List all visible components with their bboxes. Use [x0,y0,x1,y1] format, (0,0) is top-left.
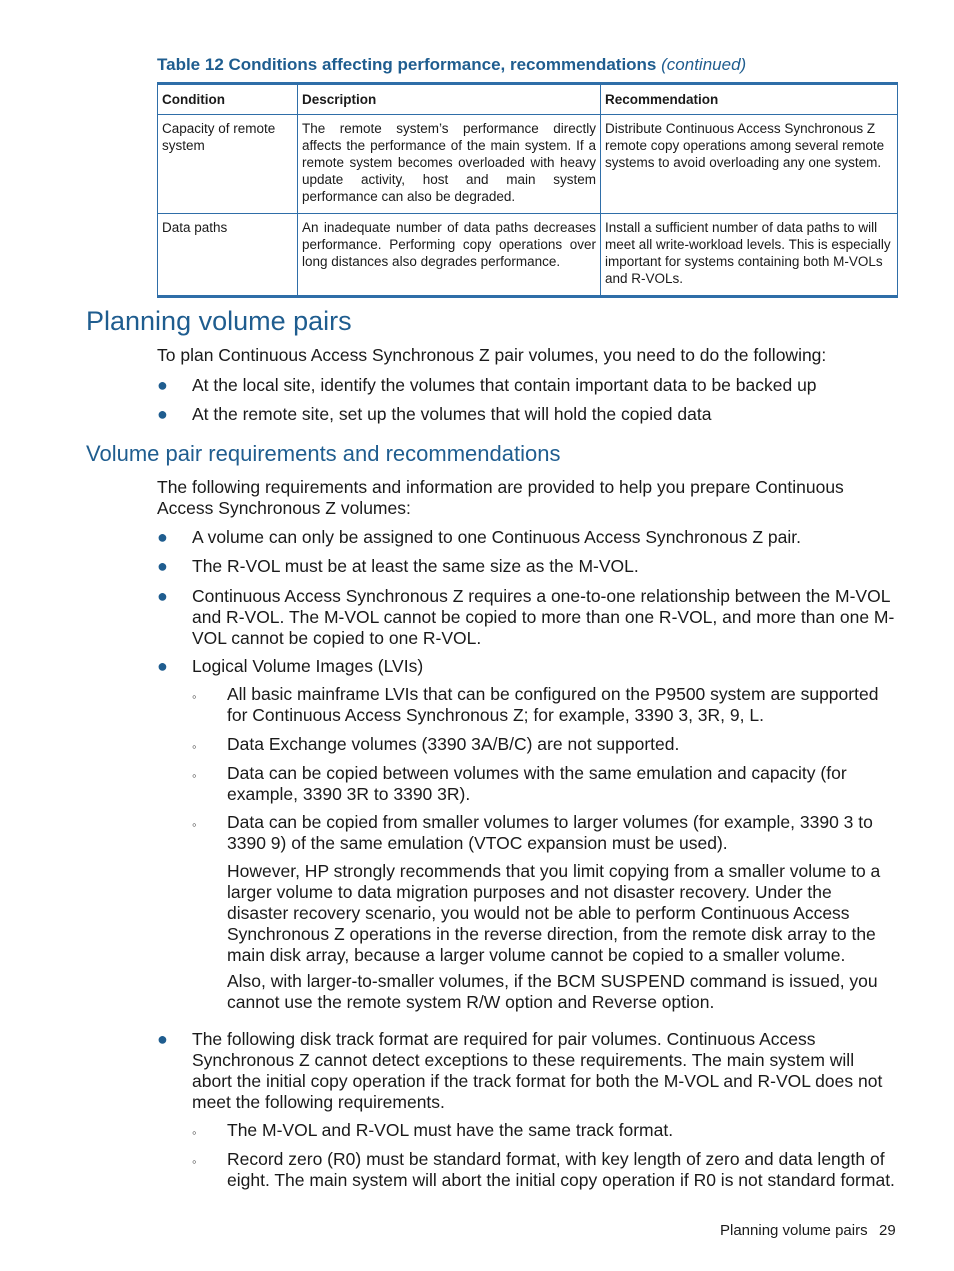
lvi-item: Data can be copied between volumes with the same emulation and capacity (for example, 3390 3R to 3390 3R). [227,763,847,804]
table-caption-text: Table 12 Conditions affecting performance, recommendations [157,55,657,74]
section-heading-planning: Planning volume pairs [86,306,352,336]
bullet-icon: ● [157,375,168,395]
requirements-intro: The following requirements and information are provided to help you prepare Continuous Access Synchronous Z volumes: [157,477,844,518]
cell-recommendation: Distribute Continuous Access Synchronous Z remote copy operations among several remote systems to avoid overloading any one system. [601,115,898,214]
requirement-bullet: Continuous Access Synchronous Z requires a one-to-one relationship between the M-VOL and R-VOL. The M-VOL cannot be copied to more than one R-VOL, and more than one M-VOL cannot be copied to one R-VOL. [192,586,895,648]
table-caption [157,55,746,75]
cell-recommendation: Install a sufficient number of data paths to will meet all write-workload levels. This is especially important for systems containing both M-VOLs and R-VOLs. [601,214,898,297]
table-row [158,115,898,214]
lvi-item: All basic mainframe LVIs that can be configured on the P9500 system are supported for Continuous Access Synchronous Z; for example, 3390 3, 3R, 9, L. [227,684,879,725]
header-condition: Condition [158,84,298,115]
section-heading-requirements: Volume pair requirements and recommendations [86,441,561,466]
cell-condition: Data paths [158,214,298,297]
bullet-icon: ● [157,527,168,547]
lvi-item: Data Exchange volumes (3390 3A/B/C) are not supported. [227,734,680,754]
sub-bullet-icon: ◦ [192,1154,197,1169]
lvi-note: However, HP strongly recommends that you limit copying from a smaller volume to a larger volume to data migration purposes and not disaster recovery. Under the disaster recovery scenario, you would not be able to perform Continuous Access Synchronous Z operations in the reverse direction, from the remote disk array to the main disk array, because a larger volume cannot be copied to a smaller volume. [227,861,881,965]
lvi-item: Data can be copied from smaller volumes to larger volumes (for example, 3390 3 to 3390 9) of the same emulation (VTOC expansion must be used). [227,812,873,853]
planning-bullet: At the remote site, set up the volumes that will hold the copied data [192,404,712,424]
header-description: Description [298,84,601,115]
bullet-icon: ● [157,1029,168,1049]
cell-condition: Capacity of remote system [158,115,298,214]
sub-bullet-icon: ◦ [192,1125,197,1140]
table-caption-continued: (continued) [661,55,747,74]
sub-bullet-icon: ◦ [192,768,197,783]
performance-table [157,82,898,298]
requirement-bullet: The R-VOL must be at least the same size as the M-VOL. [192,556,639,576]
bullet-icon: ● [157,586,168,606]
footer-section-title: Planning volume pairs [720,1222,868,1239]
track-item: The M-VOL and R-VOL must have the same track format. [227,1120,674,1140]
header-recommendation: Recommendation [601,84,898,115]
planning-intro: To plan Continuous Access Synchronous Z pair volumes, you need to do the following: [157,345,827,365]
bullet-icon: ● [157,404,168,424]
track-item: Record zero (R0) must be standard format, with key length of zero and data length of eight. The main system will abort the initial copy operation if R0 is not standard format. [227,1149,895,1190]
cell-description: The remote system’s performance directly affects the performance of the main system. If a remote system becomes overloaded with heavy update activity, host and main system performance can also be degraded. [298,115,601,214]
bullet-icon: ● [157,556,168,576]
requirement-bullet: The following disk track format are required for pair volumes. Continuous Access Synchronous Z cannot detect exceptions to these requirements. The main system will abort the initial copy operation if the track format for both the M-VOL and R-VOL does not meet the following requirements. [192,1029,883,1112]
table-row [158,214,898,297]
planning-bullet: At the local site, identify the volumes that contain important data to be backed up [192,375,817,395]
table-header-row [158,84,898,115]
lvi-note: Also, with larger-to-smaller volumes, if the BCM SUSPEND command is issued, you cannot use the remote system R/W option and Reverse option. [227,971,878,1012]
requirement-bullet: A volume can only be assigned to one Continuous Access Synchronous Z pair. [192,527,801,547]
sub-bullet-icon: ◦ [192,689,197,704]
sub-bullet-icon: ◦ [192,739,197,754]
page-number: 29 [879,1222,896,1239]
requirement-bullet: Logical Volume Images (LVIs) [192,656,424,676]
sub-bullet-icon: ◦ [192,817,197,832]
cell-description: An inadequate number of data paths decreases performance. Performing copy operations over long distances also degrades performance. [298,214,601,297]
bullet-icon: ● [157,656,168,676]
